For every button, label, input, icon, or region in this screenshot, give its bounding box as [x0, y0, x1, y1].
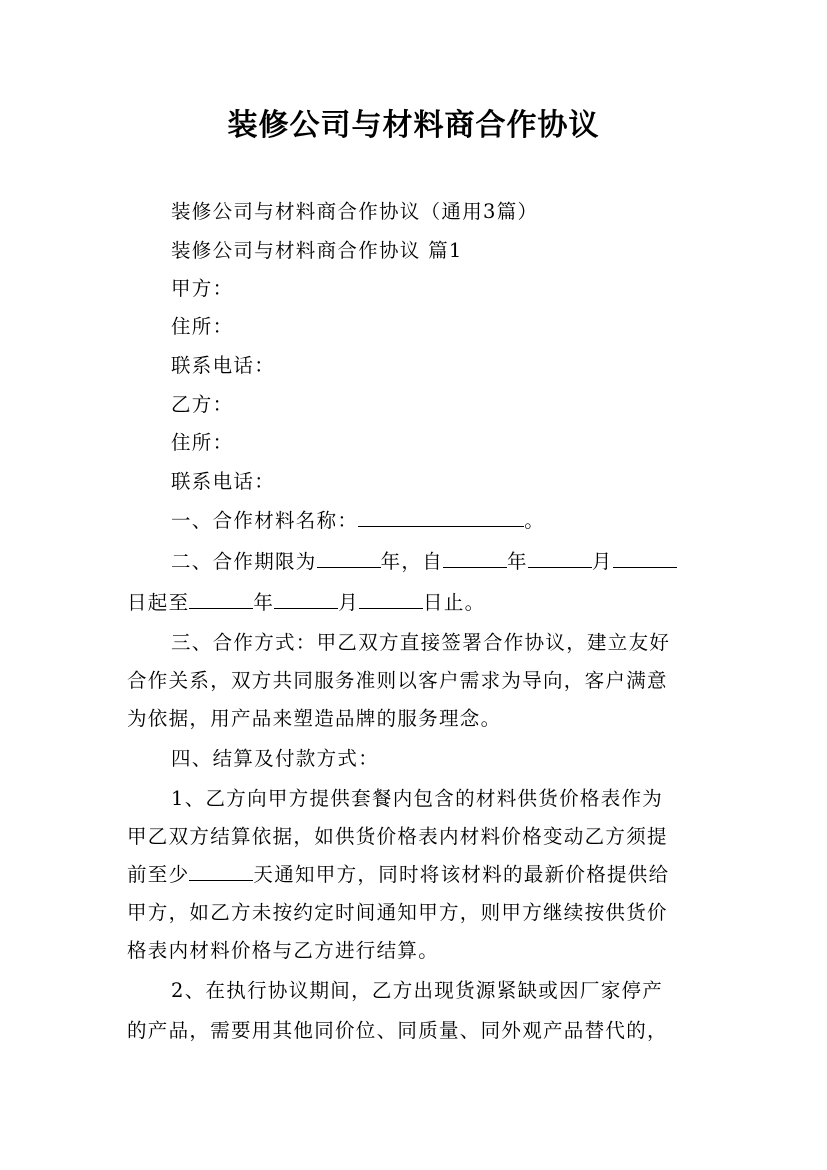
clause-2-text: 年，自 — [380, 550, 444, 573]
end-year-blank — [189, 590, 253, 609]
clause-2-text: 年 — [253, 591, 275, 614]
party-a-address-label: 住所： — [171, 315, 234, 338]
clause-2-line-2 — [127, 584, 707, 622]
clause-2-text: 月 — [591, 550, 613, 573]
section-heading: 装修公司与材料商合作协议 篇1 — [171, 239, 463, 262]
material-name-blank — [358, 508, 524, 527]
party-b-phone-label: 联系电话： — [171, 470, 276, 493]
clause-1-end: 。 — [524, 509, 546, 532]
notice-days-blank — [189, 862, 253, 881]
item-1-line — [127, 856, 707, 894]
item-1-line: 1、乙方向甲方提供套餐内包含的材料供货价格表作为 — [171, 787, 664, 810]
clause-1 — [127, 502, 751, 540]
clause-4-heading: 四、结算及付款方式： — [171, 747, 380, 770]
item-2-line: 2、在执行协议期间，乙方出现货源紧缺或因厂家停产 — [171, 979, 664, 1002]
item-1-text: 天通知甲方，同时将该材料的最新价格提供给 — [253, 863, 670, 886]
clause-3-line: 合作关系，双方共同服务准则以客户需求为导向，客户满意 — [127, 669, 668, 692]
party-a-label: 甲方： — [171, 277, 234, 300]
item-2-line: 的产品，需要用其他同价位、同质量、同外观产品替代的， — [127, 1019, 668, 1042]
item-1-text: 前至少 — [127, 863, 190, 886]
clause-2-text: 日起至 — [127, 591, 190, 614]
term-years-blank — [317, 549, 381, 568]
end-month-blank — [274, 590, 338, 609]
start-month-blank — [528, 549, 592, 568]
item-1-line: 甲乙双方结算依据，如供货价格表内材料价格变动乙方须提 — [127, 825, 668, 848]
clause-2-line-1 — [127, 543, 751, 581]
clause-2-text: 二、合作期限为 — [171, 550, 317, 573]
party-b-label: 乙方： — [171, 393, 234, 416]
clause-2-text: 年 — [507, 550, 528, 573]
end-day-blank — [359, 590, 423, 609]
clause-3-line: 为依据，用产品来塑造品牌的服务理念。 — [127, 707, 502, 730]
item-1-line: 甲方，如乙方未按约定时间通知甲方，则甲方继续按供货价 — [127, 901, 668, 924]
clause-3-line: 三、合作方式：甲乙双方直接签署合作协议，建立友好 — [171, 631, 671, 654]
clause-2-text: 日止。 — [423, 591, 486, 614]
clause-2-text: 月 — [338, 591, 360, 614]
document-title: 装修公司与材料商合作协议 — [227, 108, 600, 143]
item-1-line: 格表内材料价格与乙方进行结算。 — [127, 939, 440, 962]
document-subtitle: 装修公司与材料商合作协议（通用3篇） — [171, 200, 539, 223]
party-b-address-label: 住所： — [171, 431, 234, 454]
start-year-blank — [443, 549, 507, 568]
start-day-blank — [613, 549, 677, 568]
clause-1-text: 一、合作材料名称： — [171, 509, 359, 532]
party-a-phone-label: 联系电话： — [171, 354, 276, 377]
